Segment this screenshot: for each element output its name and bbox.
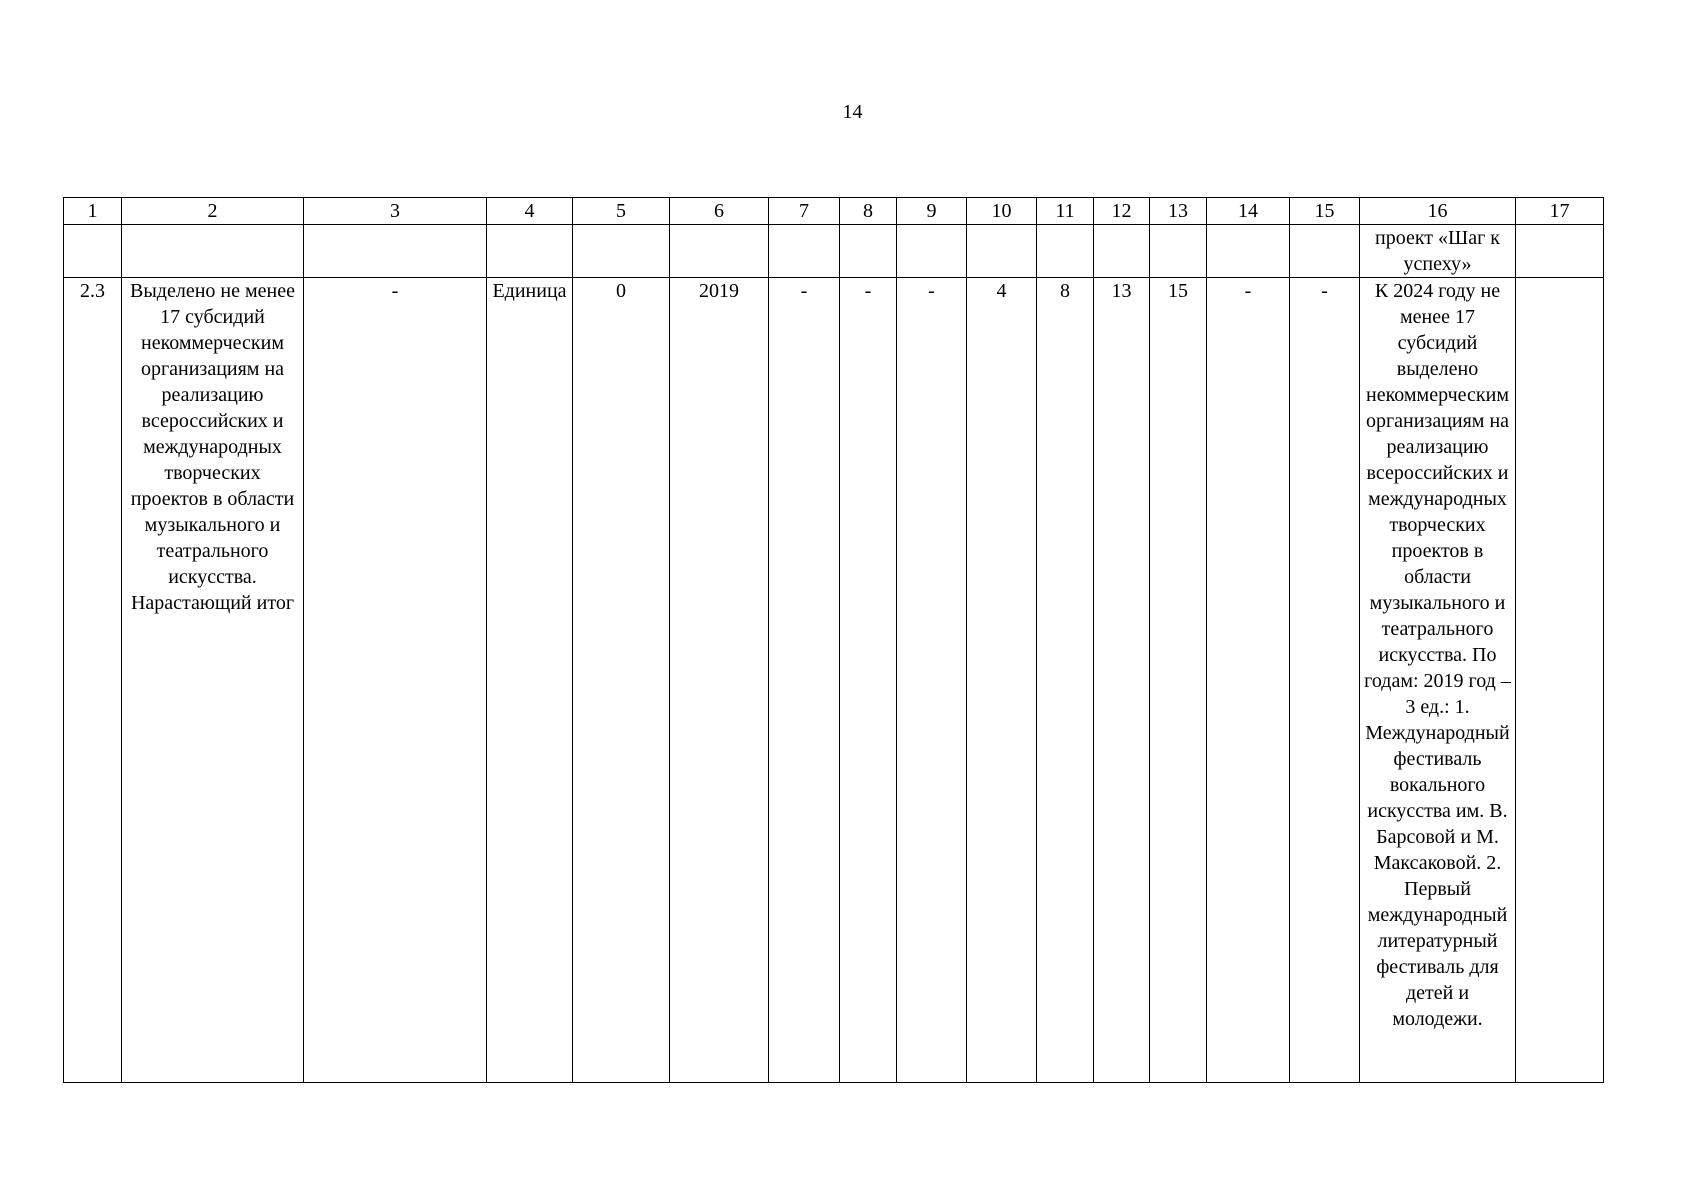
continuation-row [64, 225, 1604, 278]
header-cell-4: 4 [487, 198, 573, 225]
col3-cell: - [304, 278, 487, 1083]
continuation-cell-15 [1290, 225, 1360, 278]
col17-cell [1516, 278, 1604, 1083]
header-cell-8: 8 [840, 198, 897, 225]
col10-cell: 4 [967, 278, 1037, 1083]
continuation-text: проект «Шаг к успеху» [1375, 227, 1500, 275]
header-cell-15: 15 [1290, 198, 1360, 225]
header-cell-3: 3 [304, 198, 487, 225]
continuation-cell-12 [1094, 225, 1150, 278]
header-cell-5: 5 [573, 198, 670, 225]
col14-cell: - [1207, 278, 1290, 1083]
header-cell-17: 17 [1516, 198, 1604, 225]
continuation-cell-3 [304, 225, 487, 278]
continuation-cell-13 [1150, 225, 1207, 278]
row-number-cell: 2.3 [64, 278, 122, 1083]
continuation-cell-17 [1516, 225, 1604, 278]
header-cell-2: 2 [122, 198, 304, 225]
col15-cell: - [1290, 278, 1360, 1083]
description-text: К 2024 году не менее 17 субсидий выделено некоммерческим организациям на реализацию всероссийских и международных творческих проектов в области музыкального и театрального искусства. По годам: 2019 год – 3 ед.: 1. Международный фестиваль вокального искусства им. В. Барсовой и М. Максаковой. 2. Первый международный литературный фестиваль для детей и молодежи. [1364, 280, 1511, 1030]
table-row [64, 278, 1604, 1083]
header-row [64, 198, 1604, 225]
unit-cell: Единица [487, 278, 573, 1083]
header-cell-1: 1 [64, 198, 122, 225]
continuation-cell-11 [1037, 225, 1094, 278]
data-table [63, 197, 1604, 1083]
header-cell-7: 7 [769, 198, 840, 225]
continuation-cell-7 [769, 225, 840, 278]
continuation-cell-10 [967, 225, 1037, 278]
indicator-name-cell [122, 278, 304, 1083]
continuation-cell-16 [1360, 225, 1516, 278]
col7-cell: - [769, 278, 840, 1083]
continuation-cell-2 [122, 225, 304, 278]
base-value-cell: 0 [573, 278, 670, 1083]
header-cell-16: 16 [1360, 198, 1516, 225]
col8-cell: - [840, 278, 897, 1083]
col9-cell: - [897, 278, 967, 1083]
continuation-cell-9 [897, 225, 967, 278]
continuation-cell-14 [1207, 225, 1290, 278]
col13-cell: 15 [1150, 278, 1207, 1083]
continuation-cell-1 [64, 225, 122, 278]
indicator-name: Выделено не менее 17 субсидий некоммерческим организациям на реализацию всероссийских и международных творческих проектов в области музыкального и театрального искусства. Нарастающий итог [130, 280, 295, 614]
description-cell [1360, 278, 1516, 1083]
header-cell-13: 13 [1150, 198, 1207, 225]
header-cell-11: 11 [1037, 198, 1094, 225]
header-cell-9: 9 [897, 198, 967, 225]
header-cell-12: 12 [1094, 198, 1150, 225]
header-cell-10: 10 [967, 198, 1037, 225]
continuation-cell-5 [573, 225, 670, 278]
base-year-cell: 2019 [670, 278, 769, 1083]
page-number: 14 [842, 101, 863, 123]
continuation-cell-4 [487, 225, 573, 278]
header-cell-6: 6 [670, 198, 769, 225]
continuation-cell-6 [670, 225, 769, 278]
continuation-cell-8 [840, 225, 897, 278]
col11-cell: 8 [1037, 278, 1094, 1083]
col12-cell: 13 [1094, 278, 1150, 1083]
header-cell-14: 14 [1207, 198, 1290, 225]
